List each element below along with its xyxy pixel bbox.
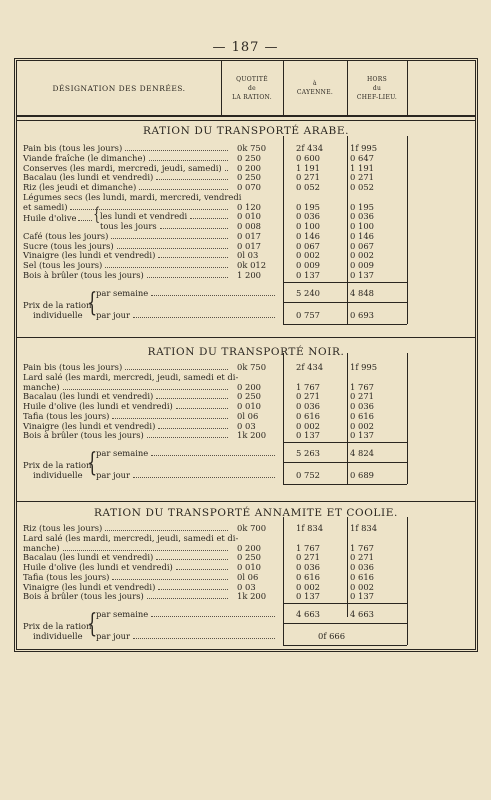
brace-icon: { [87,448,98,478]
column-rule [347,136,348,282]
hors-value: 0 002 [350,581,374,592]
leader-dots [147,430,228,438]
quotite-value: 0l 06 [237,571,259,582]
table-row-label: Bois à brûler (tous les jours) [23,430,144,441]
hors-value: 0 137 [350,269,374,280]
totals-rule [283,302,407,303]
quantite-l1: QUOTITÉ [236,75,268,83]
section-rule [17,120,475,121]
quantite-l3: LA RATION. [232,93,272,101]
quotite-value: 0 017 [237,230,261,241]
table-row-label: Sel (tous les jours) [23,260,103,270]
table-row-label: Lard salé (les mardi, mercredi, jeudi, samedi et di- [23,371,239,382]
column-rule [347,603,348,617]
par-semaine-label: par semaine [96,448,149,458]
leader-dots [133,631,275,639]
quotite-value: 0l 06 [237,410,259,421]
designation-header [17,61,221,115]
leader-dots [112,572,228,580]
par-jour-label: par jour [96,631,131,641]
leader-dots [105,523,228,531]
table-row-label: Tafia (tous les jours) [23,410,110,421]
leader-dots [151,288,275,296]
column-rule [407,353,408,442]
cayenne-value: 0 271 [296,172,320,183]
totals-rule [283,324,407,325]
table-row-label: Riz (les jeudi et dimanche) [23,182,137,192]
leader-dots [63,543,228,551]
column-rule [283,282,284,324]
cayenne-value: 2f 434 [296,143,324,153]
leader-dots [125,143,228,151]
hors-value: 0 002 [350,250,374,261]
cayenne-value: 0 009 [296,260,320,270]
table-row-label: Bacalau (les lundi et vendredi) [23,172,154,183]
table-row-label: Bois à brûler (tous les jours) [23,591,144,602]
table-row-label: Café (tous les jours) [23,230,109,241]
hors-value: 0 647 [350,152,374,163]
table-row-label: Bacalau (les lundi et vendredi) [23,552,154,563]
hors-value: 1f 995 [350,362,378,372]
leader-dots [133,470,275,478]
quantite-l2: de [248,84,256,92]
leader-dots [156,172,228,180]
totals-rule [283,484,407,485]
column-rule [347,442,348,484]
cayenne-value: 0 137 [296,591,320,602]
hors-header [347,61,407,115]
leader-dots [151,448,275,456]
header-divider [221,61,222,115]
prix-label: individuelle [33,631,83,641]
column-rule [347,282,348,324]
table-row-label: Conserves (les mardi, mercredi, jeudi, samedi) [23,162,222,173]
hors-value: 1 767 [350,542,374,553]
cayenne-value: 2f 434 [296,362,324,372]
table-row-label: Vinaigre (les lundi et vendredi) [23,420,156,431]
cayenne-value: 0 036 [296,401,320,411]
cayenne-l2: CAYENNE. [296,89,334,96]
section-rule [17,337,475,338]
huile-label: Huile d'olive [23,213,77,224]
table-row-label: Légumes secs (les lundi, mardi, mercredi, vendredi [23,191,242,202]
cayenne-value: 0 100 [296,221,320,231]
prix-label: Prix de la ration [23,460,92,470]
table-row-label: tous les jours [100,221,157,231]
page-number: — 187 — [212,40,279,55]
quotite-value: 0 250 [237,552,261,563]
semaine-hors: 4 848 [350,287,374,298]
cayenne-value: 1 767 [296,542,320,553]
column-rule [347,353,348,442]
hors-value: 0 271 [350,552,374,563]
leader-dots [190,211,228,219]
leader-dots [176,401,228,409]
prix-label: Prix de la ration [23,299,92,310]
quotite-value: 1k 200 [237,591,267,602]
leader-dots [176,562,228,570]
table-row-label: Vinaigre (les lundi et vendredi) [23,581,156,592]
table-row-label: manche) [23,381,60,392]
quotite-value: 0 200 [237,381,261,392]
quotite-value: 0 008 [237,221,261,231]
leader-dots [147,270,228,278]
column-rule [283,603,284,645]
hors-value: 0 195 [350,201,374,212]
brace-icon: { [93,204,101,226]
cayenne-value: 0 195 [296,201,320,212]
leader-dots [112,411,228,419]
leader-dots [125,362,228,370]
par-jour-label: par jour [96,309,131,320]
cayenne-value: 1f 834 [296,523,324,533]
jour-cayenne: 0 757 [296,309,320,320]
semaine-hors: 4 663 [350,609,374,619]
cayenne-value: 0 137 [296,430,320,441]
designation-header-text: DÉSIGNATION DES DENRÉES. [52,83,186,93]
jour-cayenne: 0 752 [296,470,320,480]
hors-value: 0 036 [350,562,374,572]
hors-value: 0 067 [350,240,374,251]
leader-dots [156,391,228,399]
column-rule [407,282,408,324]
column-rule [283,442,284,484]
prix-label: Prix de la ration [23,621,92,631]
par-semaine-label: par semaine [96,609,149,619]
brace-icon: { [87,609,98,639]
quotite-value: 0 250 [237,391,261,402]
column-rule [407,603,408,645]
table-row-label: Sucre (tous les jours) [23,240,114,251]
leader-dots [78,213,92,221]
cayenne-header [283,61,347,115]
table-row-label: Pain bis (tous les jours) [23,362,123,372]
cayenne-value: 0 137 [296,269,320,280]
quotite-value: 0 200 [237,542,261,553]
quotite-value: 0 070 [237,182,261,192]
semaine-cayenne: 5 263 [296,448,320,458]
par-semaine-label: par semaine [96,287,149,298]
table-row-label: manche) [23,542,60,553]
hors-value: 0 009 [350,260,374,270]
table-row-label: Bacalau (les lundi et vendredi) [23,391,154,402]
hors-value: 1f 834 [350,523,378,533]
quotite-value: 0 03 [237,420,256,431]
hors-value: 0 036 [350,211,374,222]
hors-l1: HORS [367,75,387,83]
column-rule [407,136,408,282]
jour-hors: 0 689 [350,470,374,480]
quotite-value: 0l 03 [237,250,259,261]
hors-value: 0 100 [350,221,374,231]
cayenne-value: 0 271 [296,391,320,402]
par-jour-label: par jour [96,470,131,480]
hors-value: 1f 995 [350,143,378,153]
quotite-value: 0 120 [237,201,261,212]
quotite-value: 0 200 [237,162,261,173]
quotite-value: 0k 700 [237,523,267,533]
leader-dots [158,582,228,590]
cayenne-value: 1 191 [296,162,320,173]
hors-value: 0 036 [350,401,374,411]
section-title: RATION DU TRANSPORTÉ NOIR. [147,346,345,358]
cayenne-value: 0 146 [296,230,320,241]
cayenne-value: 0 616 [296,571,320,582]
prix-label: individuelle [33,309,83,320]
quotite-value: 0 010 [237,211,261,222]
column-rule [283,517,284,603]
quotite-value: 0k 750 [237,143,267,153]
cayenne-value: 0 002 [296,581,320,592]
hors-value: 0 146 [350,230,374,241]
semaine-cayenne: 5 240 [296,287,320,298]
column-rule [347,517,348,603]
cayenne-value: 1 767 [296,381,320,392]
leader-dots [149,153,228,161]
leader-dots [133,310,275,318]
table-row-label: Vinaigre (les lundi et vendredi) [23,250,156,261]
hors-value: 0 271 [350,391,374,402]
hors-l2: du [372,84,382,92]
section-title: RATION DU TRANSPORTÉ ANNAMITE ET COOLIE. [94,507,398,519]
leader-dots [151,609,275,617]
hors-value: 0 052 [350,182,374,192]
section-rule [17,501,475,502]
hors-value: 0 002 [350,420,374,431]
leader-dots [139,182,228,190]
prix-label: individuelle [33,470,83,480]
table-row-label: Huile d'olive (les lundi et vendredi) [23,562,173,572]
leader-dots [117,241,228,249]
hors-value: 0 137 [350,430,374,441]
hors-value: 0 616 [350,410,374,421]
semaine-hors: 4 824 [350,448,374,458]
totals-rule [283,623,407,624]
cayenne-value: 0 036 [296,211,320,222]
table-row-label: Tafia (tous les jours) [23,571,110,582]
column-rule [283,136,284,282]
hors-l3: CHEF-LIEU. [356,93,398,101]
quotite-value: 1 200 [237,269,261,280]
quotite-value: 0 250 [237,172,261,183]
leader-dots [160,221,228,229]
hors-value: 0 616 [350,571,374,582]
header-divider [407,61,408,115]
cayenne-value: 0 002 [296,250,320,261]
cayenne-value: 0 002 [296,420,320,431]
hors-value: 0 271 [350,172,374,183]
quotite-value: 0 03 [237,581,256,592]
totals-rule [283,603,407,604]
column-rule [407,517,408,603]
leader-dots [158,250,228,258]
totals-rule [283,645,407,646]
table-row-label: et samedi) [23,201,68,212]
hors-value: 0 137 [350,591,374,602]
cayenne-value: 0 036 [296,562,320,572]
totals-rule [283,282,407,283]
table-row-label: Bois à brûler (tous les jours) [23,269,144,280]
section-title: RATION DU TRANSPORTÉ ARABE. [142,125,350,137]
cayenne-value: 0 600 [296,152,320,163]
totals-rule [283,442,407,443]
table-row-label: Viande fraîche (le dimanche) [23,152,146,163]
quotite-value: 0 250 [237,152,261,163]
leader-dots [156,552,228,560]
leader-dots [147,591,228,599]
leader-dots [158,421,228,429]
leader-dots [63,382,228,390]
quantite-header [221,61,283,115]
totals-rule [283,462,407,463]
jour-merged: 0f 666 [318,631,346,641]
cayenne-value: 0 271 [296,552,320,563]
cayenne-value: 0 052 [296,182,320,192]
cayenne-l1: à [313,80,317,87]
table-row-label: Lard salé (les mardi, mercredi, jeudi, samedi et di- [23,532,239,543]
quotite-value: 0k 750 [237,362,267,372]
semaine-cayenne: 4 663 [296,609,320,619]
table-row-label: Huile d'olive (les lundi et vendredi) [23,401,173,411]
hors-value: 1 767 [350,381,374,392]
hors-value: 1 191 [350,162,374,173]
cayenne-value: 0 067 [296,240,320,251]
brace-icon: { [87,287,98,318]
table-row-label: Pain bis (tous les jours) [23,143,123,153]
leader-dots [105,260,228,268]
header-divider [347,61,348,115]
quotite-value: 0 010 [237,562,261,572]
jour-hors: 0 693 [350,309,374,320]
table-row-label: Riz (tous les jours) [23,523,103,533]
column-rule [407,442,408,484]
quotite-value: 0k 012 [237,260,267,270]
table-row-label: les lundi et vendredi [100,211,188,222]
leader-dots [111,231,228,239]
column-rule [283,353,284,442]
header-divider [283,61,284,115]
quotite-value: 0 017 [237,240,261,251]
quotite-value: 0 010 [237,401,261,411]
leader-dots [225,163,228,171]
cayenne-value: 0 616 [296,410,320,421]
quotite-value: 1k 200 [237,430,267,441]
